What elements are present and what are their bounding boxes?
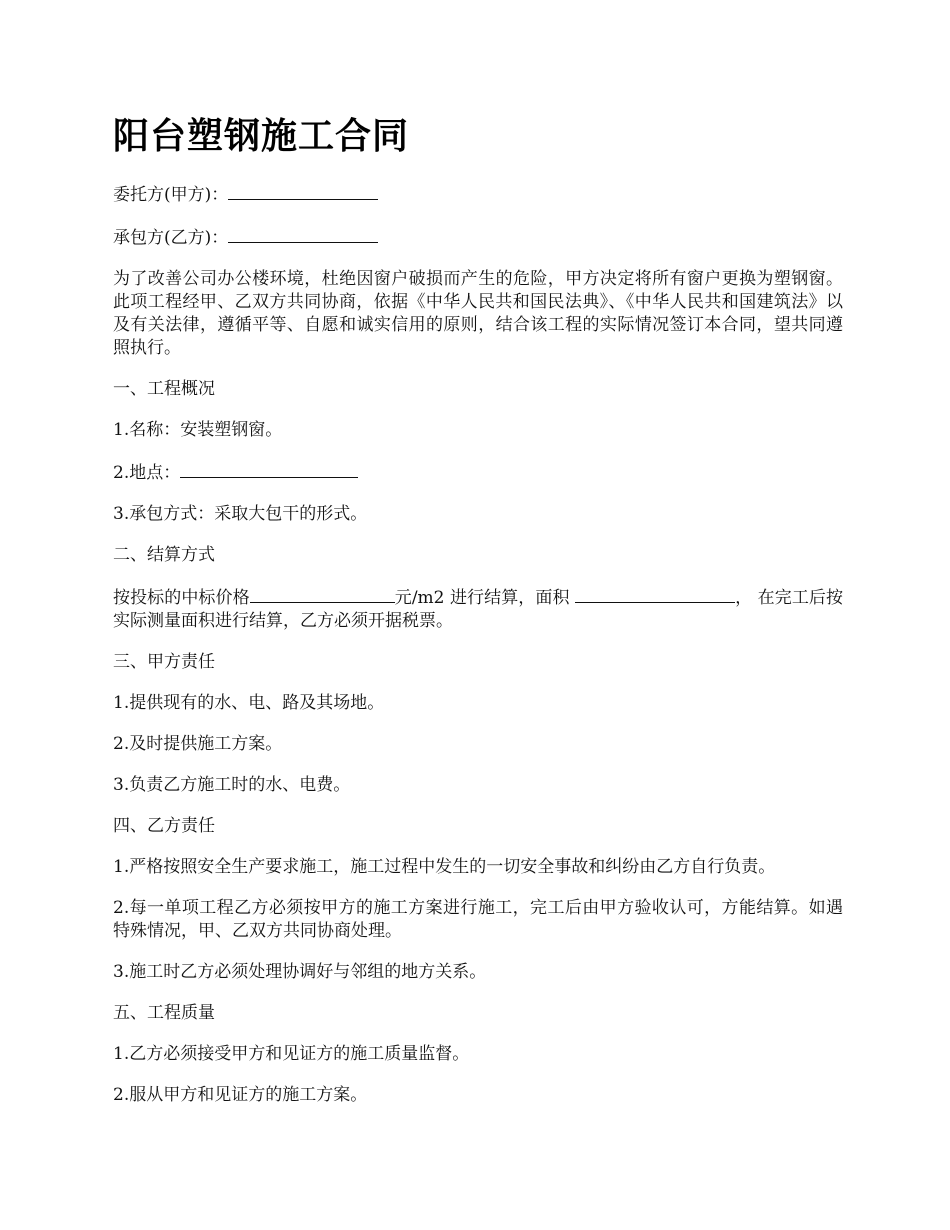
quality-item-2: 2.服从甲方和见证方的施工方案。 xyxy=(113,1085,368,1105)
party-b-duty-3: 3.施工时乙方必须处理协调好与邻组的地方关系。 xyxy=(113,962,487,982)
settlement-text-3: ， 在完工后按实际测量面积进行结算，乙方必须开据税票。 xyxy=(113,588,844,631)
party-b-blank xyxy=(228,225,378,243)
overview-item-name: 1.名称：安装塑钢窗。 xyxy=(113,420,283,440)
section-heading-quality: 五、工程质量 xyxy=(113,1003,215,1023)
party-a-line xyxy=(113,182,843,207)
document-title: 阳台塑钢施工合同 xyxy=(113,115,410,157)
document-body xyxy=(113,110,843,1125)
section-heading-overview: 一、工程概况 xyxy=(113,379,215,399)
party-b-line xyxy=(113,225,843,250)
section-heading-party-a-duties: 三、甲方责任 xyxy=(113,652,215,672)
area-blank xyxy=(575,585,735,603)
party-b-duty-2: 2.每一单项工程乙方必须按甲方的施工方案进行施工，完工后由甲方验收认可，方能结算。如遇特殊情况，甲、乙双方共同协商处理。 xyxy=(113,898,843,941)
settlement-text-2: 元/m2 进行结算，面积 xyxy=(394,588,576,608)
party-b-label: 承包方(乙方)： xyxy=(113,228,229,248)
party-a-duty-3: 3.负责乙方施工时的水、电费。 xyxy=(113,775,351,795)
price-blank xyxy=(250,585,395,603)
location-blank xyxy=(180,460,358,478)
settlement-text-1: 按投标的中标价格 xyxy=(113,588,250,608)
intro-paragraph: 为了改善公司办公楼环境，杜绝因窗户破损而产生的危险，甲方决定将所有窗户更换为塑钢窗。此项工程经甲、乙双方共同协商，依据《中华人民共和国民法典》、《中华人民共和国建筑法》以及有关法律，遵循平等、自愿和诚实信用的原则，结合该工程的实际情况签订本合同，望共同遵照执行。 xyxy=(113,269,843,358)
party-a-duty-1: 1.提供现有的水、电、路及其场地。 xyxy=(113,693,385,713)
section-heading-party-b-duties: 四、乙方责任 xyxy=(113,816,215,836)
location-label: 2.地点： xyxy=(113,463,181,483)
party-a-label: 委托方(甲方)： xyxy=(113,185,229,205)
settlement-paragraph xyxy=(113,585,843,633)
party-a-blank xyxy=(228,182,378,200)
overview-item-contract-mode: 3.承包方式：采取大包干的形式。 xyxy=(113,504,368,524)
party-b-duty-1: 1.严格按照安全生产要求施工，施工过程中发生的一切安全事故和纠纷由乙方自行负责。 xyxy=(113,857,776,877)
section-heading-settlement: 二、结算方式 xyxy=(113,545,215,565)
quality-item-1: 1.乙方必须接受甲方和见证方的施工质量监督。 xyxy=(113,1044,470,1064)
party-a-duty-2: 2.及时提供施工方案。 xyxy=(113,734,283,754)
overview-item-location xyxy=(113,460,843,485)
